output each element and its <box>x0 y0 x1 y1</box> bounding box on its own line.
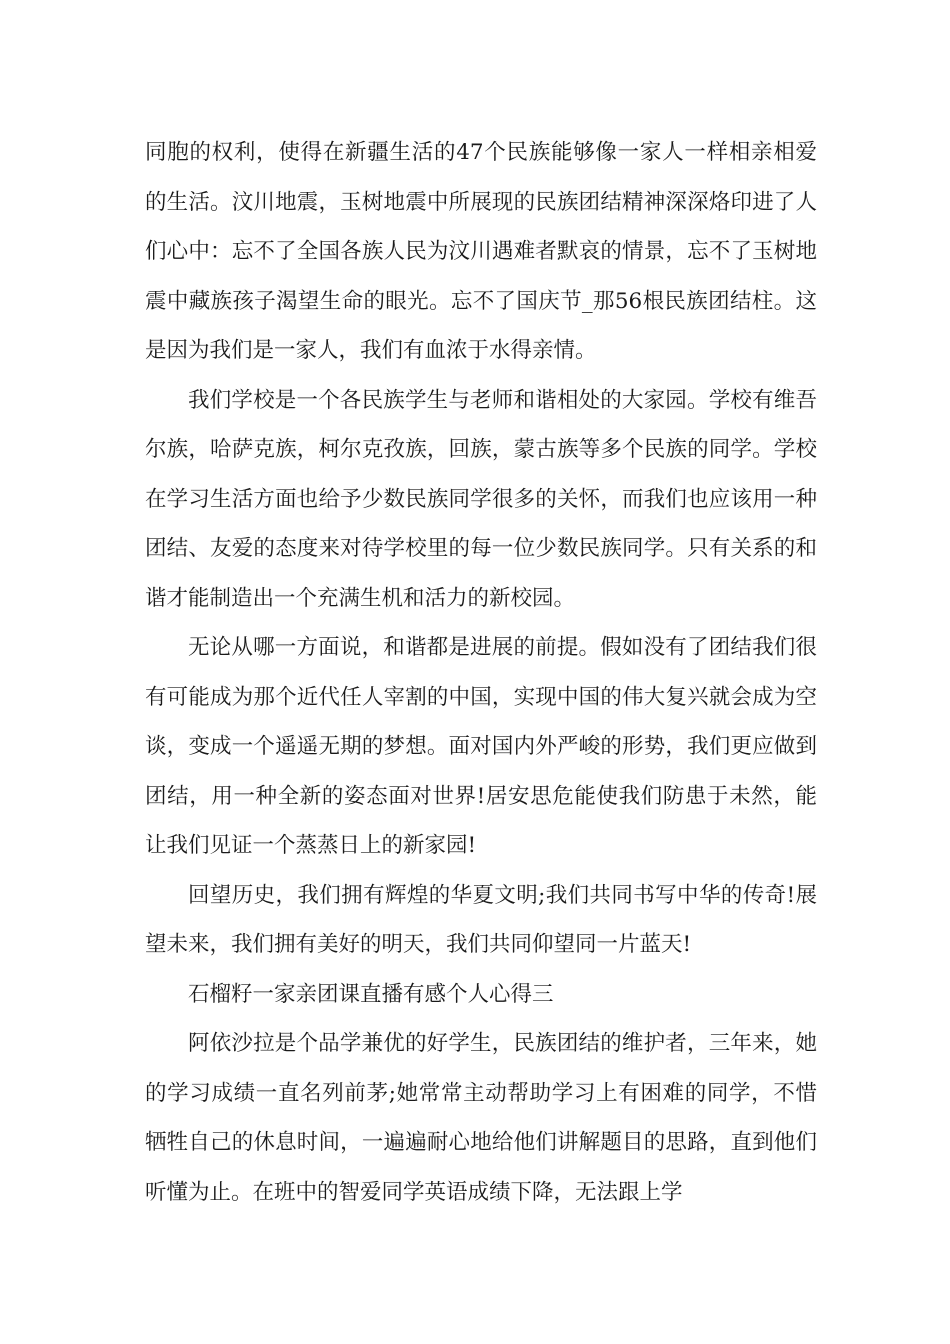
paragraph-4: 回望历史，我们拥有辉煌的华夏文明;我们共同书写中华的传奇!展望未来，我们拥有美好的明天，我们共同仰望同一片蓝天! <box>145 882 817 957</box>
paragraph-2: 我们学校是一个各民族学生与老师和谐相处的大家园。学校有维吾尔族，哈萨克族，柯尔克孜族，回族，蒙古族等多个民族的同学。学校在学习生活方面也给予少数民族同学很多的关怀，而我们也应该用一种团结、友爱的态度来对待学校里的每一位少数民族同学。只有关系的和谐才能制造出一个充满生机和活力的新校园。 <box>145 387 817 611</box>
document-body <box>145 128 817 1217</box>
paragraph-3: 无论从哪一方面说，和谐都是进展的前提。假如没有了团结我们很有可能成为那个近代任人宰割的中国，实现中国的伟大复兴就会成为空谈，变成一个遥遥无期的梦想。面对国内外严峻的形势，我们更应做到团结，用一种全新的姿态面对世界!居安思危能使我们防患于未然，能让我们见证一个蒸蒸日上的新家园! <box>145 635 817 858</box>
paragraph-1: 同胞的权利，使得在新疆生活的47个民族能够像一家人一样相亲相爱的生活。汶川地震，玉树地震中所展现的民族团结精神深深烙印进了人们心中：忘不了全国各族人民为汶川遇难者默哀的情景，忘不了玉树地震中藏族孩子渴望生命的眼光。忘不了国庆节_那56根民族团结柱。这是因为我们是一家人，我们有血浓于水得亲情。 <box>145 140 817 363</box>
section-heading: 石榴籽一家亲团课直播有感个人心得三 <box>188 981 554 1007</box>
paragraph-5: 阿依沙拉是个品学兼优的好学生，民族团结的维护者，三年来，她的学习成绩一直名列前茅;她常常主动帮助学习上有困难的同学，不惜牺牲自己的休息时间，一遍遍耐心地给他们讲解题目的思路，直到他们听懂为止。在班中的智爱同学英语成绩下降，无法跟上学 <box>145 1031 817 1205</box>
